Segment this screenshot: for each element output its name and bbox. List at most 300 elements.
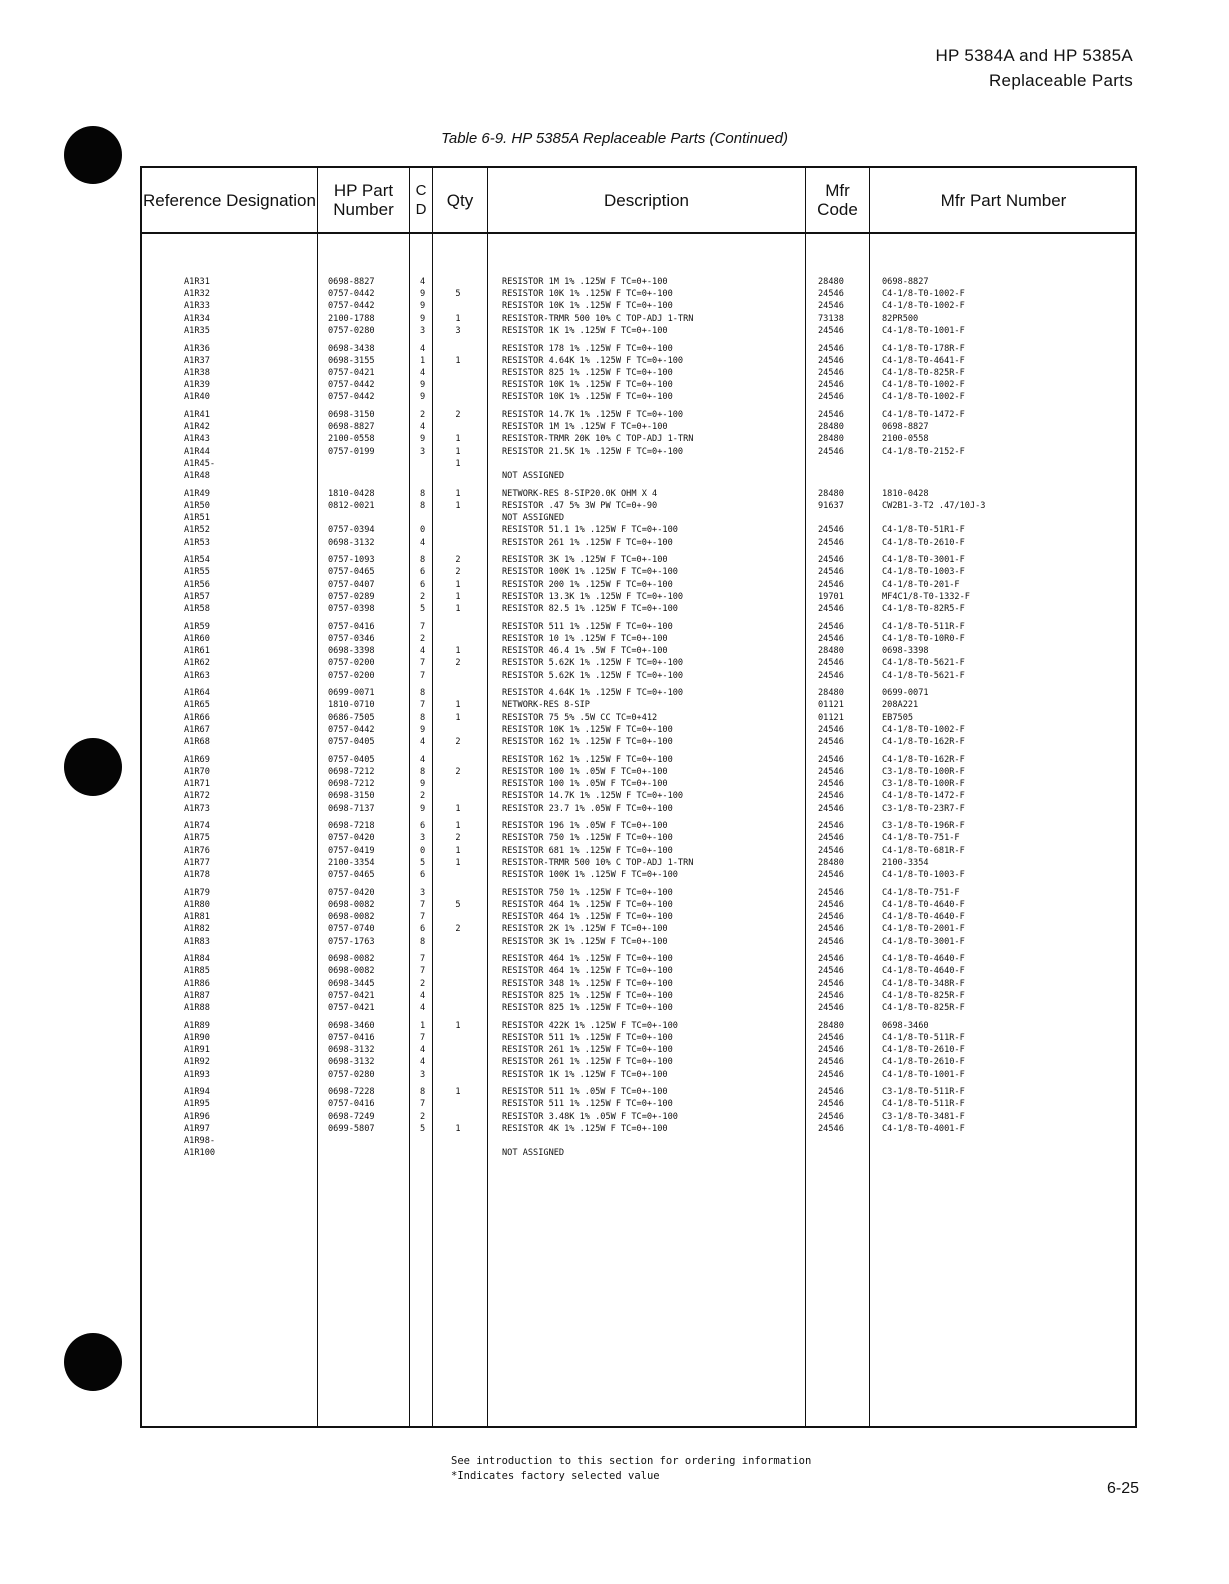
table-cell: 5	[420, 857, 426, 868]
table-row	[142, 421, 1139, 433]
parts-table	[140, 166, 1137, 1428]
table-cell: RESISTOR 825 1% .125W F TC=0+-100	[502, 990, 673, 1001]
header-rule	[142, 232, 1135, 234]
table-cell: 7	[420, 1032, 426, 1043]
table-cell: NETWORK-RES 8-SIP20.0K OHM X 4	[502, 488, 658, 499]
table-cell: 7	[420, 1099, 426, 1110]
table-cell: C4-1/8-T0-3001-F	[882, 936, 965, 947]
table-cell: 24546	[818, 579, 844, 590]
table-cell: A1R62	[184, 658, 210, 669]
footnote-ordering: See introduction to this section for ordering information	[451, 1455, 812, 1467]
table-cell: RESISTOR 4.64K 1% .125W F TC=0+-100	[502, 355, 684, 366]
table-cell: 24546	[818, 870, 844, 880]
table-cell: 0698-8827	[882, 277, 929, 287]
table-cell: 01121	[818, 712, 844, 723]
table-cell: A1R82	[184, 924, 210, 935]
table-cell: A1R98-	[184, 1136, 216, 1146]
table-cell: 0698-3460	[328, 1020, 375, 1031]
table-cell: RESISTOR 750 1% .125W F TC=0+-100	[502, 887, 673, 898]
table-cell: RESISTOR .47 5% 3W PW TC=0+-90	[502, 500, 658, 511]
table-cell: 0757-0420	[328, 833, 375, 844]
table-cell: 24546	[818, 325, 844, 336]
table-cell: A1R45-	[184, 458, 216, 469]
table-cell: RESISTOR 681 1% .125W F TC=0+-100	[502, 845, 673, 856]
table-cell: C4-1/8-T0-4641-F	[882, 355, 965, 366]
table-cell: 8	[420, 712, 426, 723]
table-row	[142, 313, 1139, 325]
table-cell: A1R59	[184, 621, 210, 632]
table-cell: RESISTOR 1K 1% .125W F TC=0+-100	[502, 325, 668, 336]
table-cell: A1R66	[184, 712, 210, 723]
table-cell: A1R81	[184, 912, 210, 923]
table-row	[142, 766, 1139, 778]
table-cell: 24546	[818, 1099, 844, 1110]
table-cell: 0757-1093	[328, 555, 375, 566]
table-cell: 73138	[818, 313, 844, 324]
table-row	[142, 524, 1139, 536]
table-cell: C3-1/8-T0-3481-F	[882, 1111, 965, 1122]
table-cell: 4	[420, 990, 426, 1001]
table-cell: C3-1/8-T0-23R7-F	[882, 803, 965, 814]
table-cell: 2	[455, 410, 461, 420]
table-cell: 3	[420, 1069, 426, 1080]
table-cell: RESISTOR 511 1% .125W F TC=0+-100	[502, 621, 673, 632]
table-cell: 0757-0199	[328, 446, 375, 457]
table-cell: 82PR500	[882, 313, 919, 324]
table-cell: 0698-3398	[882, 646, 929, 657]
table-cell: A1R97	[184, 1123, 210, 1134]
table-cell: 24546	[818, 966, 844, 977]
table-cell: C4-1/8-T0-162R-F	[882, 754, 965, 765]
table-cell: A1R78	[184, 870, 210, 880]
table-row	[142, 1086, 1139, 1098]
table-cell: 0698-0082	[328, 899, 375, 910]
table-cell: A1R33	[184, 301, 210, 312]
table-cell: C3-1/8-T0-100R-F	[882, 779, 965, 790]
table-cell: 0757-0740	[328, 924, 375, 935]
table-cell: A1R88	[184, 1003, 210, 1013]
table-row	[142, 300, 1139, 312]
table-cell: 0699-0071	[328, 688, 375, 699]
binder-hole-bottom	[64, 1333, 122, 1391]
table-cell: 2100-1788	[328, 313, 375, 324]
table-cell: RESISTOR 3K 1% .125W F TC=0+-100	[502, 936, 668, 947]
table-cell: 1	[455, 579, 461, 590]
table-cell: 0698-3132	[328, 1057, 375, 1068]
table-cell: 24546	[818, 936, 844, 947]
table-cell: 24546	[818, 754, 844, 765]
table-cell: A1R80	[184, 899, 210, 910]
table-cell: RESISTOR 21.5K 1% .125W F TC=0+-100	[502, 446, 684, 457]
table-cell: 2	[420, 410, 426, 420]
table-cell: 28480	[818, 422, 844, 433]
table-cell: 4	[420, 1057, 426, 1068]
table-row	[142, 433, 1139, 445]
table-cell: 6	[420, 579, 426, 590]
table-row	[142, 591, 1139, 603]
table-cell: 0757-0280	[328, 1069, 375, 1080]
table-cell: 9	[420, 313, 426, 324]
table-cell: 0757-0442	[328, 392, 375, 403]
table-cell: RESISTOR 100 1% .05W F TC=0+-100	[502, 766, 668, 777]
table-cell: A1R93	[184, 1069, 210, 1080]
table-cell: A1R39	[184, 380, 210, 391]
table-cell: 24546	[818, 1003, 844, 1013]
table-cell: 0757-0289	[328, 591, 375, 602]
table-cell: C4-1/8-T0-3001-F	[882, 555, 965, 566]
table-cell: 2	[420, 978, 426, 989]
table-cell: 0757-0200	[328, 670, 375, 681]
col-header-description: Description	[603, 190, 690, 210]
table-cell: 91637	[818, 500, 844, 511]
table-cell: RESISTOR 4K 1% .125W F TC=0+-100	[502, 1123, 668, 1134]
table-cell: 7	[420, 966, 426, 977]
table-cell: 0757-0442	[328, 289, 375, 300]
table-cell: RESISTOR 100K 1% .125W F TC=0+-100	[502, 870, 678, 880]
table-cell: 0757-0465	[328, 567, 375, 578]
table-cell: 0698-3155	[328, 355, 375, 366]
table-cell: 24546	[818, 803, 844, 814]
table-cell: C4-1/8-T0-201-F	[882, 579, 960, 590]
table-caption: Table 6-9. HP 5385A Replaceable Parts (Continued)	[441, 130, 788, 147]
table-row	[142, 343, 1139, 355]
table-cell: A1R75	[184, 833, 210, 844]
table-cell: 7	[420, 899, 426, 910]
table-cell: 9	[420, 779, 426, 790]
table-cell: 24546	[818, 410, 844, 420]
table-cell: A1R41	[184, 410, 210, 420]
table-row	[142, 845, 1139, 857]
table-cell: C4-1/8-T0-1472-F	[882, 410, 965, 420]
table-cell: A1R31	[184, 277, 210, 287]
table-cell: C4-1/8-T0-1002-F	[882, 301, 965, 312]
table-cell: C4-1/8-T0-10R0-F	[882, 633, 965, 644]
table-row	[142, 367, 1139, 379]
table-cell: C4-1/8-T0-348R-F	[882, 978, 965, 989]
table-cell: RESISTOR 10K 1% .125W F TC=0+-100	[502, 380, 673, 391]
table-cell: 24546	[818, 737, 844, 747]
table-row	[142, 537, 1139, 549]
table-cell: A1R73	[184, 803, 210, 814]
table-cell: 24546	[818, 1069, 844, 1080]
table-cell: 1	[455, 646, 461, 657]
table-cell: A1R79	[184, 887, 210, 898]
table-cell: 3	[420, 833, 426, 844]
table-cell: C4-1/8-T0-82R5-F	[882, 604, 965, 614]
table-cell: RESISTOR 511 1% .125W F TC=0+-100	[502, 1032, 673, 1043]
table-cell: C4-1/8-T0-51R1-F	[882, 525, 965, 536]
table-cell: C4-1/8-T0-5621-F	[882, 670, 965, 681]
table-row	[142, 803, 1139, 815]
table-cell: 24546	[818, 845, 844, 856]
table-cell: A1R94	[184, 1087, 210, 1098]
table-cell: RESISTOR 14.7K 1% .125W F TC=0+-100	[502, 410, 684, 420]
table-cell: 24546	[818, 658, 844, 669]
table-cell: C4-1/8-T0-1002-F	[882, 380, 965, 391]
table-cell: RESISTOR 261 1% .125W F TC=0+-100	[502, 1045, 673, 1056]
table-cell: A1R69	[184, 754, 210, 765]
table-cell: 0757-0394	[328, 525, 375, 536]
table-cell: 0	[420, 845, 426, 856]
table-cell: C4-1/8-T0-2610-F	[882, 1057, 965, 1068]
table-cell: C4-1/8-T0-1002-F	[882, 392, 965, 403]
table-cell: 2	[455, 658, 461, 669]
table-cell: C4-1/8-T0-4640-F	[882, 912, 965, 923]
table-cell: 24546	[818, 567, 844, 578]
table-cell: C4-1/8-T0-1002-F	[882, 289, 965, 300]
table-row	[142, 911, 1139, 923]
table-cell: 0698-0082	[328, 954, 375, 965]
table-row	[142, 603, 1139, 615]
table-cell: 1	[455, 488, 461, 499]
table-cell: C4-1/8-T0-511R-F	[882, 1099, 965, 1110]
table-cell: A1R54	[184, 555, 210, 566]
table-cell: RESISTOR 511 1% .125W F TC=0+-100	[502, 1099, 673, 1110]
table-cell: 24546	[818, 954, 844, 965]
table-cell: C4-1/8-T0-825R-F	[882, 367, 965, 378]
table-cell: 8	[420, 500, 426, 511]
table-cell: 9	[420, 289, 426, 300]
header-subtitle: Replaceable Parts	[988, 71, 1133, 90]
table-cell: RESISTOR 14.7K 1% .125W F TC=0+-100	[502, 791, 684, 802]
table-cell: 3	[420, 446, 426, 457]
table-cell: A1R52	[184, 525, 210, 536]
table-cell: MF4C1/8-T0-1332-F	[882, 591, 970, 602]
table-cell: A1R51	[184, 513, 210, 524]
table-cell: 0757-0280	[328, 325, 375, 336]
table-row	[142, 1111, 1139, 1123]
table-cell: 1	[455, 700, 461, 711]
table-cell: 2	[455, 737, 461, 747]
table-cell: 0757-0421	[328, 367, 375, 378]
table-cell: C4-1/8-T0-751-F	[882, 887, 960, 898]
table-row	[142, 579, 1139, 591]
table-cell: RESISTOR 261 1% .125W F TC=0+-100	[502, 537, 673, 548]
table-cell: RESISTOR 10 1% .125W F TC=0+-100	[502, 633, 668, 644]
table-cell: 24546	[818, 1111, 844, 1122]
table-cell: 5	[420, 604, 426, 614]
table-row	[142, 1147, 1139, 1159]
table-cell: A1R42	[184, 422, 210, 433]
table-cell: 0757-1763	[328, 936, 375, 947]
table-cell: RESISTOR 750 1% .125W F TC=0+-100	[502, 833, 673, 844]
table-cell: 0698-3438	[328, 343, 375, 354]
table-cell: RESISTOR 200 1% .125W F TC=0+-100	[502, 579, 673, 590]
table-cell: 0757-0200	[328, 658, 375, 669]
table-cell: 28480	[818, 434, 844, 445]
table-cell: 2100-0558	[328, 434, 375, 445]
table-cell: RESISTOR 178 1% .125W F TC=0+-100	[502, 343, 673, 354]
table-cell: A1R84	[184, 954, 210, 965]
table-cell: C4-1/8-T0-178R-F	[882, 343, 965, 354]
table-cell: 4	[420, 343, 426, 354]
table-cell: RESISTOR 1K 1% .125W F TC=0+-100	[502, 1069, 668, 1080]
table-cell: 24546	[818, 392, 844, 403]
table-cell: A1R92	[184, 1057, 210, 1068]
table-cell: RESISTOR 82.5 1% .125W F TC=0+-100	[502, 604, 678, 614]
table-cell: A1R77	[184, 857, 210, 868]
table-row	[142, 488, 1139, 500]
table-cell: 2	[420, 791, 426, 802]
table-cell: 1810-0428	[882, 488, 929, 499]
table-cell: 0698-7212	[328, 779, 375, 790]
table-cell: 7	[420, 912, 426, 923]
table-cell: A1R36	[184, 343, 210, 354]
table-row	[142, 857, 1139, 869]
table-cell: 4	[420, 1003, 426, 1013]
table-cell: 4	[420, 422, 426, 433]
table-cell: 24546	[818, 633, 844, 644]
table-cell: 0757-0419	[328, 845, 375, 856]
table-cell: A1R48	[184, 471, 210, 481]
table-row	[142, 978, 1139, 990]
table-cell: 24546	[818, 899, 844, 910]
table-cell: 5	[455, 289, 461, 300]
table-cell: C4-1/8-T0-511R-F	[882, 621, 965, 632]
table-cell: RESISTOR 100K 1% .125W F TC=0+-100	[502, 567, 678, 578]
table-cell: 6	[420, 924, 426, 935]
table-cell: 24546	[818, 380, 844, 391]
table-cell: C4-1/8-T0-1472-F	[882, 791, 965, 802]
table-cell: 24546	[818, 1032, 844, 1043]
table-cell: 24546	[818, 766, 844, 777]
table-row	[142, 1002, 1139, 1014]
footnote-factory-selected: *Indicates factory selected value	[451, 1470, 660, 1482]
table-cell: 0757-0421	[328, 1003, 375, 1013]
table-cell: A1R86	[184, 978, 210, 989]
table-cell: RESISTOR 422K 1% .125W F TC=0+-100	[502, 1020, 678, 1031]
table-cell: A1R65	[184, 700, 210, 711]
table-cell: 0698-3150	[328, 410, 375, 420]
table-cell: 7	[420, 954, 426, 965]
table-cell: 0757-0442	[328, 724, 375, 735]
table-cell: 2100-3354	[882, 857, 929, 868]
table-cell: C4-1/8-T0-1001-F	[882, 325, 965, 336]
table-cell: A1R55	[184, 567, 210, 578]
table-row	[142, 778, 1139, 790]
table-row	[142, 965, 1139, 977]
table-cell: 28480	[818, 277, 844, 287]
table-cell: A1R89	[184, 1020, 210, 1031]
table-cell: 0698-3150	[328, 791, 375, 802]
table-cell: 0757-0442	[328, 380, 375, 391]
table-cell: 0698-3132	[328, 1045, 375, 1056]
table-cell: RESISTOR 162 1% .125W F TC=0+-100	[502, 737, 673, 747]
table-cell: 1	[455, 712, 461, 723]
table-cell: 2	[455, 924, 461, 935]
table-cell: 4	[420, 537, 426, 548]
table-cell: C4-1/8-T0-2152-F	[882, 446, 965, 457]
table-cell: 0757-0405	[328, 754, 375, 765]
col-header-hp-part: HP Part Number	[333, 181, 394, 219]
table-cell: A1R58	[184, 604, 210, 614]
table-cell: RESISTOR 825 1% .125W F TC=0+-100	[502, 367, 673, 378]
table-cell: RESISTOR 825 1% .125W F TC=0+-100	[502, 1003, 673, 1013]
table-cell: 1	[455, 434, 461, 445]
table-cell: A1R43	[184, 434, 210, 445]
table-cell: 0698-8827	[882, 422, 929, 433]
table-row	[142, 391, 1139, 403]
table-cell: NOT ASSIGNED	[502, 1148, 565, 1159]
table-cell: 24546	[818, 604, 844, 614]
table-cell: 1	[455, 845, 461, 856]
table-cell: RESISTOR 1M 1% .125W F TC=0+-100	[502, 277, 668, 287]
table-cell: 208A221	[882, 700, 919, 711]
table-cell: A1R71	[184, 779, 210, 790]
table-cell: C4-1/8-T0-825R-F	[882, 1003, 965, 1013]
table-row	[142, 458, 1139, 470]
table-row	[142, 1069, 1139, 1081]
table-cell: 0	[420, 525, 426, 536]
table-cell: 24546	[818, 1123, 844, 1134]
table-row	[142, 899, 1139, 911]
table-cell: 0757-0465	[328, 870, 375, 880]
table-cell: C4-1/8-T0-1003-F	[882, 567, 965, 578]
table-cell: 2	[420, 1111, 426, 1122]
table-row	[142, 1123, 1139, 1135]
table-cell: 1	[455, 1020, 461, 1031]
table-cell: 0698-7212	[328, 766, 375, 777]
table-cell: 24546	[818, 1057, 844, 1068]
table-row	[142, 645, 1139, 657]
table-cell: 24546	[818, 367, 844, 378]
table-cell: 0698-7218	[328, 821, 375, 832]
table-row	[142, 936, 1139, 948]
table-cell: 24546	[818, 978, 844, 989]
table-cell: RESISTOR 2K 1% .125W F TC=0+-100	[502, 924, 668, 935]
table-cell: C4-1/8-T0-4640-F	[882, 966, 965, 977]
table-cell: 0698-8827	[328, 277, 375, 287]
table-cell: 28480	[818, 488, 844, 499]
table-cell: 0757-0407	[328, 579, 375, 590]
table-row	[142, 288, 1139, 300]
table-row	[142, 887, 1139, 899]
table-row	[142, 355, 1139, 367]
table-cell: 1	[455, 1087, 461, 1098]
table-row	[142, 633, 1139, 645]
table-cell: 24546	[818, 791, 844, 802]
table-cell: 8	[420, 936, 426, 947]
table-cell: 28480	[818, 1020, 844, 1031]
table-cell: 24546	[818, 779, 844, 790]
table-cell: A1R70	[184, 766, 210, 777]
table-cell: 0757-0420	[328, 887, 375, 898]
table-cell: 9	[420, 380, 426, 391]
table-cell: CW2B1-3-T2 .47/10J-3	[882, 500, 986, 511]
table-cell: 9	[420, 434, 426, 445]
table-cell: A1R38	[184, 367, 210, 378]
table-cell: RESISTOR 464 1% .125W F TC=0+-100	[502, 912, 673, 923]
table-cell: A1R37	[184, 355, 210, 366]
table-cell: 28480	[818, 688, 844, 699]
table-cell: C4-1/8-T0-5621-F	[882, 658, 965, 669]
table-cell: A1R56	[184, 579, 210, 590]
table-cell: 8	[420, 766, 426, 777]
table-cell: RESISTOR 4.64K 1% .125W F TC=0+-100	[502, 688, 684, 699]
table-cell: A1R60	[184, 633, 210, 644]
table-cell: RESISTOR-TRMR 500 10% C TOP-ADJ 1-TRN	[502, 313, 694, 324]
table-row	[142, 712, 1139, 724]
table-cell: RESISTOR 464 1% .125W F TC=0+-100	[502, 899, 673, 910]
table-cell: 8	[420, 555, 426, 566]
table-row	[142, 554, 1139, 566]
table-cell: 0699-5807	[328, 1123, 375, 1134]
table-cell: 1	[455, 803, 461, 814]
table-cell: A1R91	[184, 1045, 210, 1056]
table-cell: C4-1/8-T0-2610-F	[882, 537, 965, 548]
table-cell: 0698-0082	[328, 912, 375, 923]
col-header-cd: C D	[415, 182, 427, 218]
